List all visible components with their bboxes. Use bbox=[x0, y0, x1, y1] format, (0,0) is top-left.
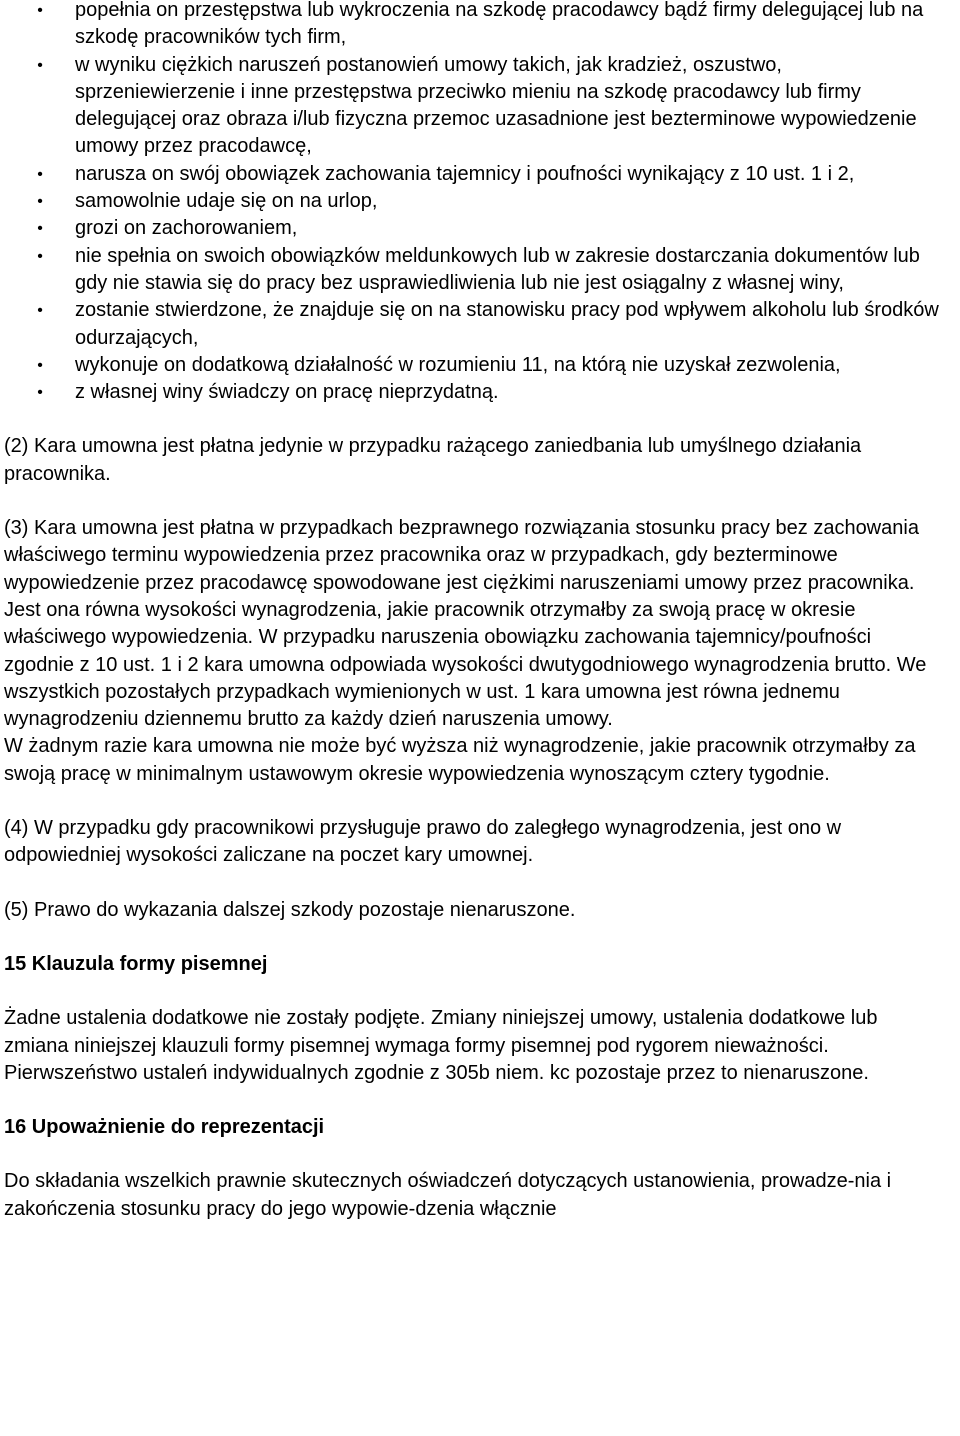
list-item-text: samowolnie udaje się on na urlop, bbox=[75, 190, 378, 213]
list-item bbox=[4, 352, 944, 379]
list-item bbox=[4, 379, 944, 406]
paragraph-2: (2) Kara umowna jest płatna jedynie w przypadku rażącego zaniedbania lub umyślnego działania pracownika. bbox=[4, 435, 862, 485]
list-item bbox=[4, 215, 944, 242]
section-15-heading: 15 Klauzula formy pisemnej bbox=[4, 952, 268, 975]
termination-conditions-list bbox=[4, 0, 944, 406]
section-15-body: Żadne ustalenia dodatkowe nie zostały podjęte. Zmiany niniejszej umowy, ustalenia dodatkowe lub zmiana niniejszej klauzuli formy pisemnej wymaga formy pisemnej pod rygorem nieważności. Pierwszeństwo ustaleń indywidualnych zgodnie z 305b niem. kc pozostaje przez to nienaruszone. bbox=[4, 1007, 878, 1084]
list-item-text: narusza on swój obowiązek zachowania tajemnicy i poufności wynikający z 10 ust. 1 i 2, bbox=[75, 162, 855, 185]
list-item-text: popełnia on przestępstwa lub wykroczenia na szkodę pracodawcy bądź firmy delegującej lub na szkodę pracowników tych firm, bbox=[75, 0, 924, 49]
list-item bbox=[4, 243, 944, 298]
list-item bbox=[4, 52, 944, 161]
bullet-icon: • bbox=[37, 356, 43, 374]
list-item-text: grozi on zachorowaniem, bbox=[75, 217, 298, 240]
bullet-icon: • bbox=[37, 193, 43, 211]
paragraph-3-continuation: W żadnym razie kara umowna nie może być wyższa niż wynagrodzenie, jakie pracownik otrzymałby za swoją pracę w minimalnym ustawowym okresie wypowiedzenia wynoszącym cztery tygodnie. bbox=[4, 735, 916, 785]
section-16-heading: 16 Upoważnienie do reprezentacji bbox=[4, 1116, 325, 1139]
bullet-icon: • bbox=[37, 220, 43, 238]
paragraph-3: (3) Kara umowna jest płatna w przypadkach bezprawnego rozwiązania stosunku pracy bez zachowania właściwego terminu wypowiedzenia przez pracownika oraz w przypadkach, gdy bezterminowe wypowiedzenie przez pracodawcę spowodowane jest ciężkimi naruszeniami umowy przez pracownika. Jest ona równa wysokości wynagrodzenia, jakie pracownik otrzymałby za swoją pracę w okresie właściwego wypowiedzenia. W przypadku naruszenia obowiązku zachowania tajemnicy/poufności zgodnie z 10 ust. 1 i 2 kara umowna odpowiada wysokości dwutygodniowego wynagrodzenia brutto. We wszystkich pozostałych przypadkach wymienionych w ust. 1 kara umowna jest równa jednemu wynagrodzeniu dziennemu brutto za każdy dzień naruszenia umowy. bbox=[4, 517, 927, 731]
bullet-icon: • bbox=[37, 384, 43, 402]
bullet-icon: • bbox=[37, 2, 43, 19]
list-item-text: wykonuje on dodatkową działalność w rozumieniu 11, na którą nie uzyskał zezwolenia, bbox=[75, 353, 841, 376]
list-item-text: nie spełnia on swoich obowiązków meldunkowych lub w zakresie dostarczania dokumentów lub gdy nie stawia się do pracy bez usprawiedliwienia lub nie jest osiągalny z własnej winy, bbox=[75, 244, 920, 294]
paragraph-5: (5) Prawo do wykazania dalszej szkody pozostaje nienaruszone. bbox=[4, 898, 576, 921]
list-item-text: z własnej winy świadczy on pracę nieprzydatną. bbox=[75, 381, 499, 404]
list-item bbox=[4, 161, 944, 188]
paragraph-4: (4) W przypadku gdy pracownikowi przysługuje prawo do zaległego wynagrodzenia, jest ono w odpowiedniej wysokości zaliczane na poczet kary umownej. bbox=[4, 817, 842, 867]
bullet-icon: • bbox=[37, 302, 43, 320]
bullet-icon: • bbox=[37, 247, 43, 265]
bullet-icon: • bbox=[37, 56, 43, 74]
document-page bbox=[4, 0, 944, 1223]
list-item bbox=[4, 297, 944, 352]
section-16-body: Do składania wszelkich prawnie skutecznych oświadczeń dotyczących ustanowienia, prowadze-nia i zakończenia stosunku pracy do jego wypowie-dzenia włącznie bbox=[4, 1170, 892, 1220]
list-item bbox=[4, 0, 944, 52]
bullet-icon: • bbox=[37, 165, 43, 183]
list-item-text: w wyniku ciężkich naruszeń postanowień umowy takich, jak kradzież, oszustwo, sprzeniewierzenie i inne przestępstwa przeciwko mieniu na szkodę pracodawcy lub firmy delegującej oraz obraza i/lub fizyczna przemoc uzasadnione jest bezterminowe wypowiedzenie umowy przez pracodawcę, bbox=[75, 53, 917, 158]
list-item-text: zostanie stwierdzone, że znajduje się on na stanowisku pracy pod wpływem alkoholu lub środków odurzających, bbox=[75, 299, 939, 349]
list-item bbox=[4, 188, 944, 215]
